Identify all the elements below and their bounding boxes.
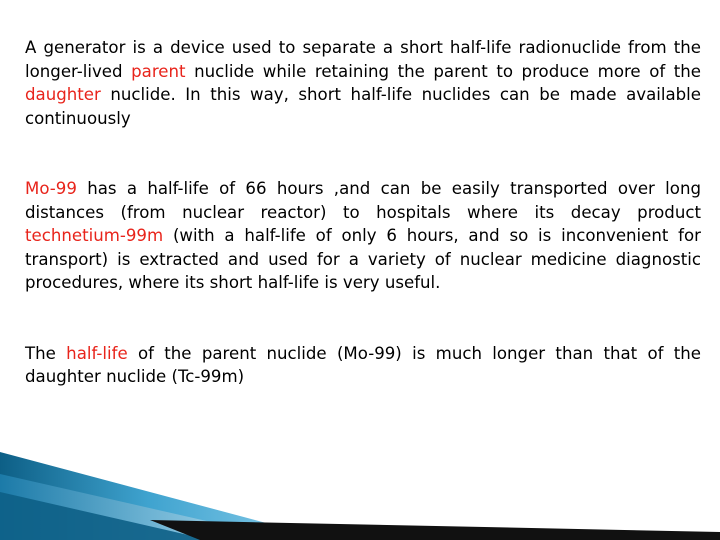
text-segment: of the parent nuclide (Mo-99) is much longer than that of the daughter nuclide (Tc-99m) [25,343,701,386]
highlight-daughter: daughter [25,85,101,104]
paragraph-generator [25,36,701,130]
text-segment: has a half-life of 66 hours ,and can be easily transported over long distances (from nuclear reactor) to hospitals where its decay product [25,179,701,222]
paragraph-half-life [25,342,701,389]
text-segment: The [25,343,67,363]
slide-body [25,36,701,389]
paragraph-mo99 [25,177,701,295]
text-segment: nuclide while retaining the parent to produce more of the [185,61,702,81]
highlight-half-life: half-life [66,343,128,363]
highlight-technetium: technetium-99m [25,226,164,245]
decorative-swoosh [0,440,720,540]
swoosh-band-black [150,520,720,540]
text-segment: A generator is a device used to separate a short half-life radionuclide from the longer-lived [25,38,701,81]
text-segment: nuclide. In this way, short half-life nuclides can be made available continuously [25,85,701,128]
highlight-mo99: Mo-99 [25,179,77,198]
highlight-parent: parent [131,61,186,81]
text-segment: (with a half-life of only 6 hours, and so is inconvenient for transport) is extracted and used for a variety of nuclear medicine diagnostic procedures, where its short half-life is very useful. [25,226,701,292]
